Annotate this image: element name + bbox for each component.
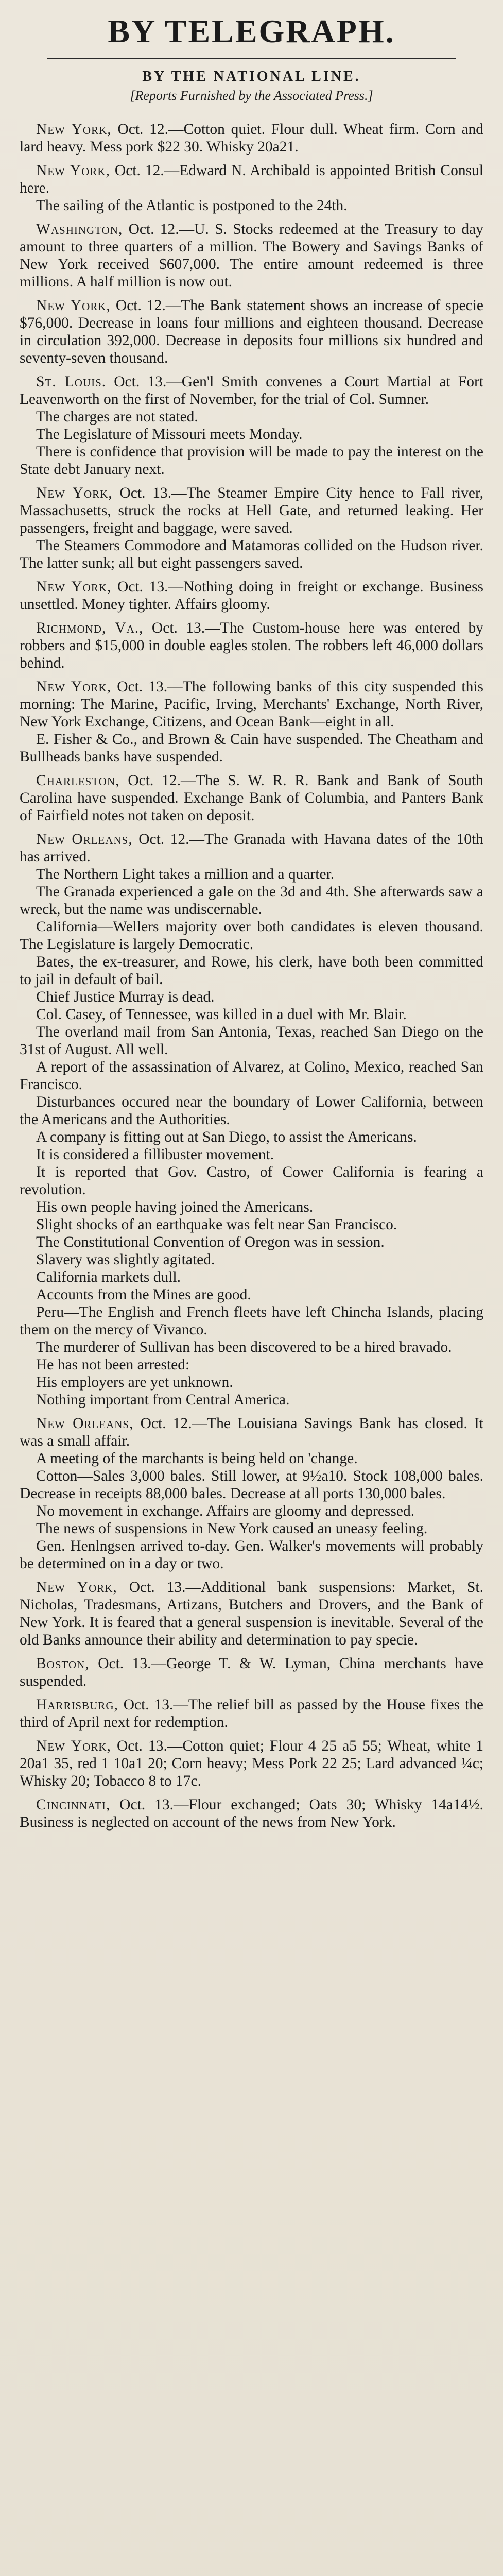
dispatch-text: Chief Justice Murray is dead.: [36, 989, 215, 1005]
dispatch-paragraph: [20, 918, 483, 953]
dispatch-list: [20, 121, 483, 1831]
dispatch-text: Oct. 12.—Edward N. Archibald is appointed British Consul here.: [20, 162, 483, 196]
dispatch-paragraph: [20, 953, 483, 988]
dispatch-text: California—Wellers majority over both candidates is eleven thousand. The Legislature is largely Democratic.: [20, 919, 483, 953]
dispatch: [20, 121, 483, 156]
dispatch-dateline: Boston,: [36, 1655, 90, 1672]
dispatch-lead: [20, 1796, 483, 1831]
dispatch-text: Oct. 13.—Nothing doing in freight or exchange. Business unsettled. Money tighter. Affairs gloomy.: [20, 579, 484, 613]
dispatch-text: Slight shocks of an earthquake was felt near San Francisco.: [36, 1216, 397, 1233]
dispatch-text: Accounts from the Mines are good.: [36, 1286, 251, 1303]
dispatch-paragraph: [20, 1058, 483, 1093]
dispatch-text: Oct. 12.—Cotton quiet. Flour dull. Wheat firm. Corn and lard heavy. Mess pork $22 30. Whisky 20a21.: [20, 121, 484, 155]
dispatch: [20, 373, 483, 478]
dispatch-dateline: Richmond, Va.,: [36, 620, 144, 636]
dispatch-paragraph: [20, 408, 483, 426]
dispatch-text: His own people having joined the Americans.: [36, 1199, 314, 1215]
dispatch-lead: [20, 1415, 483, 1450]
dispatch: [20, 1737, 483, 1790]
dispatch: [20, 578, 483, 613]
dispatch-paragraph: [20, 1198, 483, 1216]
dispatch-paragraph: [20, 1374, 483, 1391]
dispatch-lead: [20, 221, 483, 291]
dispatch-paragraph: [20, 988, 483, 1006]
dispatch-paragraph: [20, 731, 483, 766]
dispatch: [20, 221, 483, 291]
dispatch-text: Oct. 13.—The relief bill as passed by the House fixes the third of April next for redemption.: [20, 1697, 484, 1731]
dispatch: [20, 831, 483, 1409]
dispatch-lead: [20, 578, 483, 613]
dispatch: [20, 297, 483, 367]
dispatch: [20, 162, 483, 214]
dispatch-paragraph: [20, 537, 483, 572]
dispatch-text: His employers are yet unknown.: [36, 1374, 233, 1391]
dispatch-dateline: New York,: [36, 485, 113, 501]
dispatch-text: Oct. 12.—The Bank statement shows an increase of specie $76,000. Decrease in loans four millions and eighteen thousand. Decrease in circulation 392,000. Decrease in deposits four millions six hundred and seventy-seven thousand.: [20, 297, 484, 366]
dispatch-text: Oct. 12.—The Louisiana Savings Bank has closed. It was a small affair.: [20, 1415, 483, 1449]
page-title: BY TELEGRAPH.: [108, 13, 395, 49]
dispatch-dateline: New York,: [36, 1579, 117, 1596]
dispatch-text: Oct. 13.—The Steamer Empire City hence to Fall river, Massachusetts, struck the rocks at Hell Gate, and returned leaking. Her passengers, freight and baggage, were saved.: [20, 485, 483, 536]
dispatch-dateline: New York,: [36, 162, 110, 179]
dispatch-dateline: New York,: [36, 121, 112, 138]
dispatch-paragraph: [20, 1093, 483, 1128]
dispatch-text: The overland mail from San Antonia, Texas, reached San Diego on the 31st of August. All well.: [20, 1024, 483, 1058]
dispatch-paragraph: [20, 197, 483, 214]
dispatch-dateline: Harrisburg,: [36, 1697, 118, 1713]
press-credit: [Reports Furnished by the Associated Press.]: [130, 88, 373, 103]
dispatch-lead: [20, 121, 483, 156]
dispatch-text: It is reported that Gov. Castro, of Cower California is fearing a revolution.: [20, 1164, 483, 1198]
dispatch: [20, 1579, 483, 1649]
dispatch-text: Bates, the ex-treasurer, and Rowe, his clerk, have both been committed to jail in default of bail.: [20, 954, 483, 988]
dispatch-text: Oct. 13.—George T. & W. Lyman, China merchants have suspended.: [20, 1655, 483, 1689]
dispatch-lead: [20, 297, 483, 367]
dispatch-paragraph: [20, 1303, 483, 1338]
dispatch-lead: [20, 162, 483, 197]
dispatch-text: A report of the assassination of Alvarez, at Colino, Mexico, reached San Francisco.: [20, 1059, 483, 1093]
dispatch-text: Gen. Henlngsen arrived to-day. Gen. Walker's movements will probably be determined on in a day or two.: [20, 1538, 483, 1572]
dispatch: [20, 1696, 483, 1731]
dispatch-text: Oct. 12.—The Granada with Havana dates of the 10th has arrived.: [20, 831, 483, 865]
dispatch-text: Oct. 13.—Gen'l Smith convenes a Court Martial at Fort Leavenworth on the first of November, for the trial of Col. Sumner.: [20, 374, 484, 408]
dispatch-paragraph: [20, 426, 483, 443]
dispatch: [20, 678, 483, 766]
dispatch-text: No movement in exchange. Affairs are gloomy and depressed.: [36, 1503, 415, 1519]
dispatch-dateline: New Orleans,: [36, 831, 133, 848]
dispatch-text: The Constitutional Convention of Oregon was in session.: [36, 1234, 385, 1250]
dispatch-text: Oct. 13.—Cotton quiet; Flour 4 25 a5 55; Wheat, white 1 20a1 35, red 1 10a1 20; Corn heavy; Mess Pork 22 25; Lard advanced ¼c; Whisky 20; Tobacco 8 to 17c.: [20, 1738, 484, 1789]
dispatch-text: Oct. 12.—The S. W. R. R. Bank and Bank of South Carolina have suspended. Exchange Bank of Columbia, and Panters Bank of Fairfield notes not taken on deposit.: [20, 772, 483, 824]
dispatch-paragraph: [20, 1286, 483, 1303]
dispatch-text: A company is fitting out at San Diego, to assist the Americans.: [36, 1129, 417, 1145]
dispatch-paragraph: [20, 1251, 483, 1268]
dispatch-text: A meeting of the marchants is being held on 'change.: [36, 1450, 358, 1467]
dispatch-paragraph: [20, 443, 483, 478]
dispatch: [20, 484, 483, 572]
subtitle: BY THE NATIONAL LINE.: [142, 69, 361, 84]
dispatch-lead: [20, 831, 483, 866]
dispatch-text: Nothing important from Central America.: [36, 1392, 290, 1408]
dispatch-lead: [20, 484, 483, 537]
dispatch-dateline: Cincinnati,: [36, 1797, 111, 1813]
dispatch-text: Oct. 13.—The Custom-house here was entered by robbers and $15,000 in double eagles stolen. The robbers left 46,000 dollars behind.: [20, 620, 484, 671]
dispatch-dateline: New York,: [36, 679, 112, 695]
dispatch-text: Oct. 12.—U. S. Stocks redeemed at the Treasury to day amount to three quarters of a million. The Bowery and Savings Banks of New York received $607,000. The entire amount redeemed is three millions. A half million is now out.: [20, 221, 484, 290]
dispatch-paragraph: [20, 866, 483, 883]
dispatch-paragraph: [20, 1023, 483, 1058]
dispatch-paragraph: [20, 1233, 483, 1251]
title-rule: [47, 58, 456, 59]
dispatch: [20, 1655, 483, 1690]
dispatch-text: Oct. 13.—Additional bank suspensions: Market, St. Nicholas, Tradesmans, Artizans, Butchers and Drovers, and the Bank of New York. It is feared that a general suspension is inevitable. Several of the old Banks announce their ability and determination to pay specie.: [20, 1579, 483, 1648]
dispatch-paragraph: [20, 1268, 483, 1286]
dispatch-dateline: Charleston,: [36, 772, 120, 789]
dispatch-text: The charges are not stated.: [36, 409, 198, 425]
dispatch-paragraph: [20, 1391, 483, 1409]
dispatch: [20, 619, 483, 672]
dispatch-dateline: Washington,: [36, 221, 123, 238]
dispatch-text: There is confidence that provision will be made to pay the interest on the State debt January next.: [20, 444, 483, 478]
dispatch-text: California markets dull.: [36, 1269, 181, 1285]
dispatch-text: Col. Casey, of Tennessee, was killed in a duel with Mr. Blair.: [36, 1006, 407, 1023]
dispatch-text: The murderer of Sullivan has been discovered to be a hired bravado.: [36, 1339, 452, 1355]
dispatch-paragraph: [20, 1338, 483, 1356]
dispatch-text: The Steamers Commodore and Matamoras collided on the Hudson river. The latter sunk; all but eight passengers saved.: [20, 537, 483, 571]
dispatch-paragraph: [20, 1520, 483, 1537]
dispatch-text: The Northern Light takes a million and a quarter.: [36, 866, 335, 883]
dispatch-text: Disturbances occured near the boundary of Lower California, between the Americans and the Authorities.: [20, 1094, 483, 1128]
dispatch-lead: [20, 772, 483, 824]
dispatch-paragraph: [20, 1006, 483, 1023]
dispatch-text: The sailing of the Atlantic is postponed to the 24th.: [36, 197, 348, 214]
dispatch-dateline: New York,: [36, 297, 111, 314]
dispatch-lead: [20, 1655, 483, 1690]
dispatch-paragraph: [20, 1128, 483, 1146]
dispatch: [20, 772, 483, 824]
dispatch-text: The Granada experienced a gale on the 3d and 4th. She afterwards saw a wreck, but the name was undiscernable.: [20, 884, 483, 918]
dispatch-paragraph: [20, 1216, 483, 1233]
dispatch-paragraph: [20, 1537, 483, 1572]
dispatch-lead: [20, 619, 483, 672]
dispatch-lead: [20, 373, 483, 408]
dispatch-text: Slavery was slightly agitated.: [36, 1251, 215, 1268]
dispatch-lead: [20, 1737, 483, 1790]
dispatch-dateline: New York,: [36, 579, 112, 595]
dispatch: [20, 1796, 483, 1831]
dispatch-text: He has not been arrested:: [36, 1357, 190, 1373]
dispatch-dateline: St. Louis.: [36, 374, 107, 390]
dispatch-paragraph: [20, 1450, 483, 1467]
dispatch-paragraph: [20, 883, 483, 918]
dispatch-text: The Legislature of Missouri meets Monday.: [36, 426, 303, 443]
dispatch-lead: [20, 678, 483, 731]
dispatch: [20, 1415, 483, 1572]
dispatch-paragraph: [20, 1356, 483, 1374]
dispatch-paragraph: [20, 1467, 483, 1502]
dispatch-lead: [20, 1579, 483, 1649]
dispatch-text: Peru—The English and French fleets have left Chincha Islands, placing them on the mercy of Vivanco.: [20, 1304, 483, 1338]
dispatch-lead: [20, 1696, 483, 1731]
dispatch-dateline: New York,: [36, 1738, 111, 1754]
dispatch-dateline: New Orleans,: [36, 1415, 134, 1432]
dispatch-paragraph: [20, 1163, 483, 1198]
dispatch-text: It is considered a fillibuster movement.: [36, 1146, 274, 1163]
dispatch-text: The news of suspensions in New York caused an uneasy feeling.: [36, 1520, 428, 1537]
dispatch-paragraph: [20, 1502, 483, 1520]
dispatch-paragraph: [20, 1146, 483, 1163]
dispatch-text: Oct. 13.—Flour exchanged; Oats 30; Whisky 14a14½. Business is neglected on account of the news from New York.: [20, 1797, 483, 1831]
dispatch-text: Oct. 13.—The following banks of this city suspended this morning: The Marine, Pacific, Irving, Merchants' Exchange, North River, New York Exchange, Citizens, and Ocean Bank—eight in all.: [20, 679, 484, 730]
dispatch-text: E. Fisher & Co., and Brown & Cain have suspended. The Cheatham and Bullheads banks have suspended.: [20, 731, 483, 765]
dispatch-text: Cotton—Sales 3,000 bales. Still lower, at 9½a10. Stock 108,000 bales. Decrease in receipts 88,000 bales. Decrease at all ports 130,000 bales.: [20, 1468, 483, 1502]
